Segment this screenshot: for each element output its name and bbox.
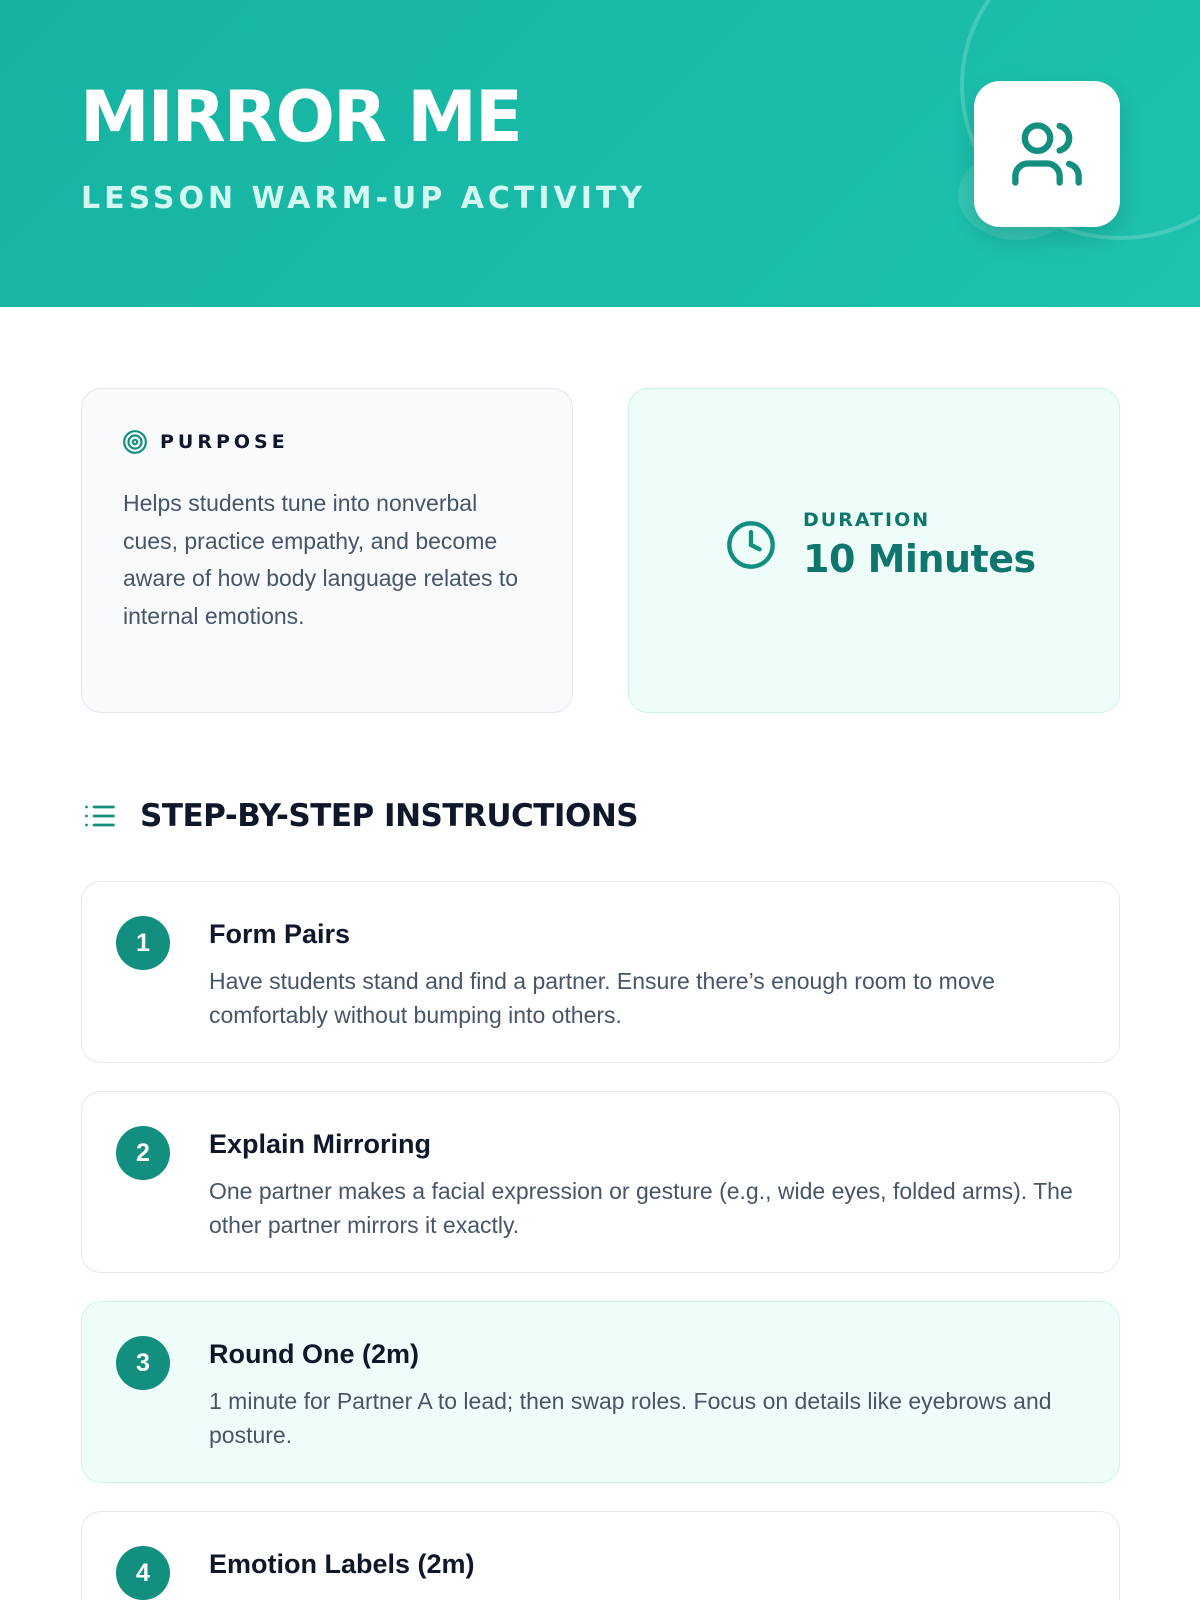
duration-label: DURATION: [803, 509, 931, 531]
step-description: Have students stand and find a partner. Ensure there’s enough room to move comfortably without bumping into others.: [209, 968, 995, 1028]
step-card-highlighted: [81, 1301, 1120, 1483]
step-description: 1 minute for Partner A to lead; then swap roles. Focus on details like eyebrows and posture.: [209, 1388, 1052, 1448]
step-card: [81, 1511, 1120, 1600]
step-title: Form Pairs: [209, 919, 351, 949]
step-description: One partner makes a facial expression or gesture (e.g., wide eyes, folded arms). The other partner mirrors it exactly.: [209, 1178, 1073, 1238]
activity-header: [0, 0, 1200, 307]
target-icon: [122, 429, 148, 455]
step-title: Explain Mirroring: [209, 1129, 432, 1159]
duration-card: [628, 388, 1120, 713]
users-icon: [1009, 116, 1085, 192]
page-title: MIRROR ME: [80, 76, 521, 158]
purpose-heading: [122, 429, 289, 455]
instructions-title: STEP-BY-STEP INSTRUCTIONS: [140, 797, 639, 834]
step-number: 3: [116, 1336, 170, 1390]
step-card: [81, 1091, 1120, 1273]
step-card: [81, 881, 1120, 1063]
header-icon-tile: [974, 81, 1120, 227]
purpose-label: PURPOSE: [160, 431, 289, 453]
step-title: Emotion Labels (2m): [209, 1549, 475, 1579]
step-title: Round One (2m): [209, 1339, 419, 1369]
purpose-text: Helps students tune into nonverbal cues, practice empathy, and become aware of how body language relates to internal emotions.: [123, 490, 519, 629]
page-subtitle: LESSON WARM-UP ACTIVITY: [81, 181, 647, 216]
instructions-heading: [82, 798, 638, 834]
clock-icon: [725, 519, 777, 571]
purpose-card: [81, 388, 573, 713]
list-icon: [82, 798, 118, 834]
duration-value: 10 Minutes: [803, 537, 1036, 581]
step-number: 4: [116, 1546, 170, 1600]
step-number: 2: [116, 1126, 170, 1180]
step-number: 1: [116, 916, 170, 970]
